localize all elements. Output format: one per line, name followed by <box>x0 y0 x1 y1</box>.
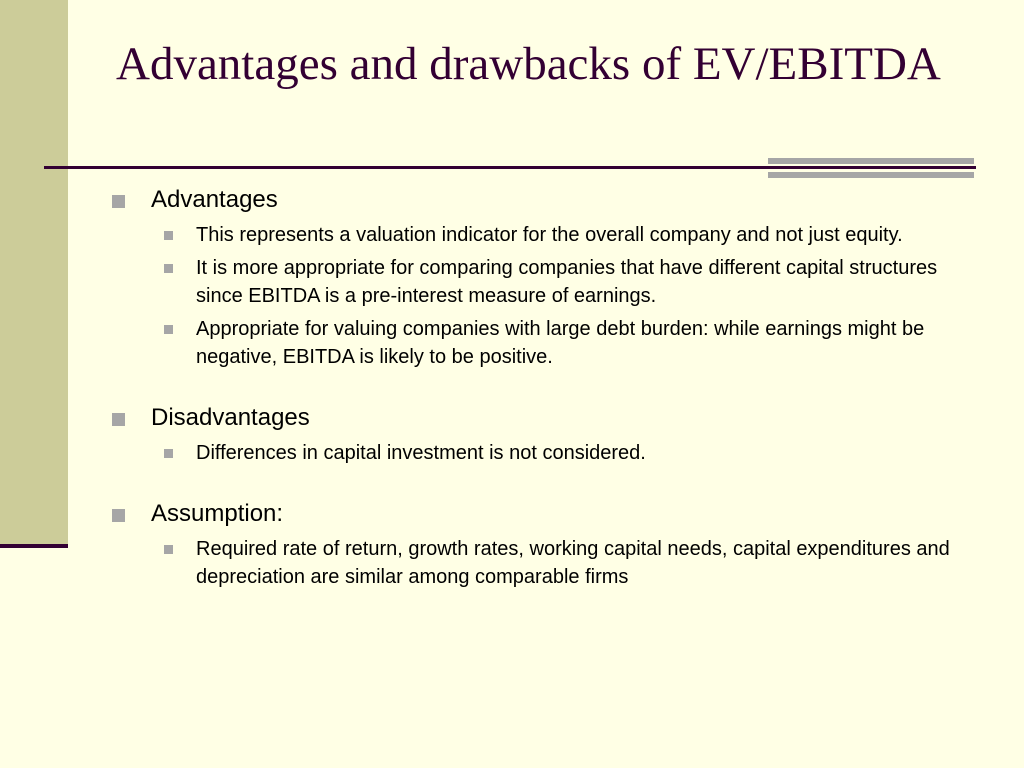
sub-bullet-text: Appropriate for valuing companies with large debt burden: while earnings might be negative, EBITDA is likely to be positive. <box>196 318 925 368</box>
bullet-item <box>112 497 982 531</box>
sub-bullet-text: This represents a valuation indicator for the overall company and not just equity. <box>196 224 903 246</box>
sub-bullet-item <box>164 439 982 467</box>
square-bullet-icon <box>112 195 125 208</box>
decorative-gray-bar-bottom <box>768 172 974 178</box>
title-underline <box>44 166 976 169</box>
square-bullet-icon <box>164 231 173 240</box>
slide-content <box>112 183 982 596</box>
bullet-item <box>112 183 982 217</box>
sub-bullet-list <box>164 221 982 371</box>
section-heading: Assumption: <box>151 500 284 527</box>
section-advantages <box>112 183 982 371</box>
sub-bullet-item <box>164 221 982 249</box>
section-assumption <box>112 497 982 591</box>
square-bullet-icon <box>112 413 125 426</box>
square-bullet-icon <box>164 545 173 554</box>
sub-bullet-text: Required rate of return, growth rates, working capital needs, capital expenditures and depreciation are similar among comparable firms <box>196 538 950 588</box>
slide-title: Advantages and drawbacks of EV/EBITDA <box>116 38 941 90</box>
square-bullet-icon <box>164 264 173 273</box>
sub-bullet-list <box>164 535 982 591</box>
left-decorative-band <box>0 0 68 548</box>
section-heading: Advantages <box>151 186 278 213</box>
square-bullet-icon <box>164 449 173 458</box>
section-heading: Disadvantages <box>151 404 310 431</box>
square-bullet-icon <box>112 509 125 522</box>
sub-bullet-item <box>164 315 982 371</box>
left-accent-line <box>0 544 68 548</box>
sub-bullet-text: Differences in capital investment is not considered. <box>196 442 646 464</box>
sub-bullet-item <box>164 254 982 310</box>
sub-bullet-item <box>164 535 982 591</box>
sub-bullet-list <box>164 439 982 467</box>
section-disadvantages <box>112 401 982 467</box>
square-bullet-icon <box>164 325 173 334</box>
sub-bullet-text: It is more appropriate for comparing companies that have different capital structures since EBITDA is a pre-interest measure of earnings. <box>196 257 938 307</box>
decorative-gray-bar-top <box>768 158 974 164</box>
bullet-item <box>112 401 982 435</box>
